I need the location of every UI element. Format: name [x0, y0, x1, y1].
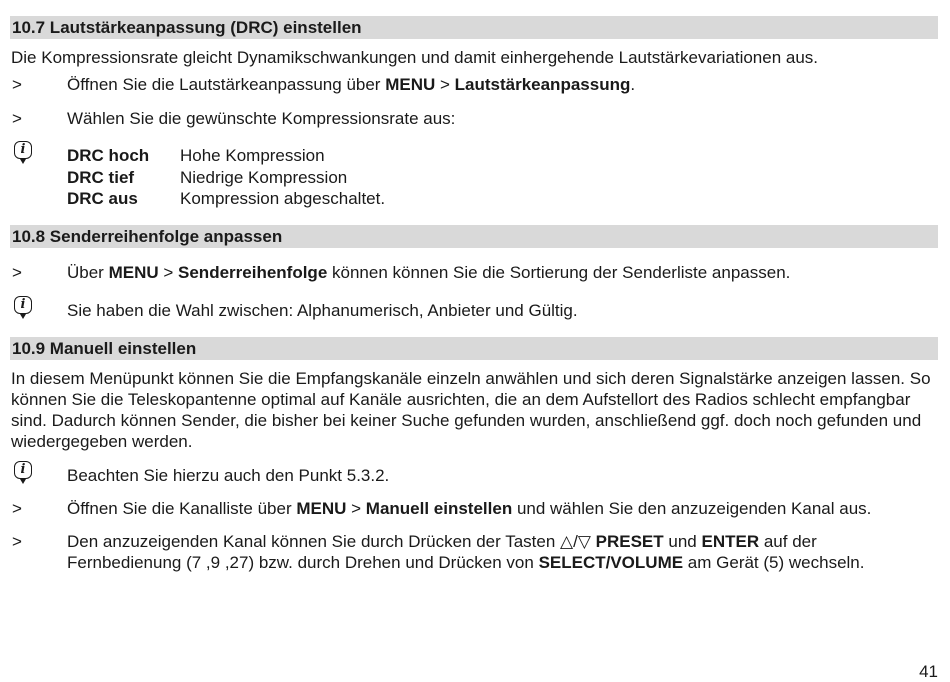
section-heading-10-8: 10.8 Senderreihenfolge anpassen [10, 225, 938, 248]
step-change-channel-line2 [67, 552, 864, 573]
note-reference: Beachten Sie hierzu auch den Punkt 5.3.2. [67, 466, 390, 485]
intro-text: Die Kompressionsrate gleicht Dynamikschwankungen und damit einhergehende Lautstärkevariationen aus. [11, 48, 819, 67]
drc-value: Kompression abgeschaltet. [180, 189, 386, 208]
drc-value: Niedrige Kompression [180, 168, 348, 187]
paragraph-manual: In diesem Menüpunkt können Sie die Empfangskanäle einzeln anwählen und sich deren Signalstärke anzeigen lassen. So können Sie die Teleskopantenne optimal auf Kanäle ausrichten, die an dem Aufstellort des Radios schlecht empfangbar sind. Dadurch können Sender, die bisher bei keiner Suche gefunden wurden, anschließend ggf. doch noch gefunden und wiedergegeben werden. [11, 369, 931, 451]
select-volume-key: SELECT/VOLUME [538, 553, 684, 572]
menu-target: Manuell einstellen [365, 499, 513, 518]
drc-label: DRC hoch [67, 146, 150, 165]
step-text-end: auf der [759, 532, 817, 551]
step-marker: > [12, 532, 22, 551]
step-drc-open [67, 74, 635, 95]
menu-target: Lautstärkeanpassung [454, 75, 631, 94]
separator: > [435, 75, 455, 94]
info-icon: i [14, 296, 32, 314]
enter-key: ENTER [701, 532, 760, 551]
drc-label: DRC tief [67, 168, 135, 187]
drc-label: DRC aus [67, 189, 138, 208]
separator: > [346, 499, 366, 518]
info-icon: i [14, 461, 32, 479]
step-marker: > [12, 499, 22, 518]
step-channel-list [67, 498, 871, 519]
menu-label: MENU [108, 263, 159, 282]
page-number: 41 [919, 662, 938, 681]
step-text-end: können können Sie die Sortierung der Senderliste anpassen. [327, 263, 791, 282]
step-text: Fernbedienung (7 ,9 ,27) bzw. durch Drehen und Drücken von [67, 553, 539, 572]
step-change-channel-line1 [67, 531, 817, 552]
step-marker: > [12, 109, 22, 128]
menu-target: Senderreihenfolge [178, 263, 328, 282]
step-sort [67, 262, 790, 283]
section-heading-10-7: 10.7 Lautstärkeanpassung (DRC) einstellen [10, 16, 938, 39]
step-text: Öffnen Sie die Kanalliste über [67, 499, 297, 518]
step-text-end: am Gerät (5) wechseln. [683, 553, 865, 572]
section-heading-10-9: 10.9 Manuell einstellen [10, 337, 938, 360]
step-text-end: . [630, 75, 636, 94]
info-icon: i [14, 141, 32, 159]
up-down-arrows-icon: △/▽ [560, 532, 591, 551]
conjunction: und [663, 532, 702, 551]
drc-value: Hohe Kompression [180, 146, 325, 165]
preset-key: PRESET [595, 532, 664, 551]
menu-label: MENU [385, 75, 436, 94]
step-text: Den anzuzeigenden Kanal können Sie durch Drücken der Tasten [67, 532, 561, 551]
separator: > [158, 263, 179, 282]
step-drc-choose: Wählen Sie die gewünschte Kompressionsrate aus: [67, 109, 456, 128]
step-marker: > [12, 75, 22, 94]
step-text: Über [67, 263, 109, 282]
menu-label: MENU [296, 499, 347, 518]
step-marker: > [12, 263, 22, 282]
note-sort-options: Sie haben die Wahl zwischen: Alphanumerisch, Anbieter und Gültig. [67, 301, 578, 320]
step-text-end: und wählen Sie den anzuzeigenden Kanal aus. [512, 499, 872, 518]
step-text: Öffnen Sie die Lautstärkeanpassung über [67, 75, 386, 94]
